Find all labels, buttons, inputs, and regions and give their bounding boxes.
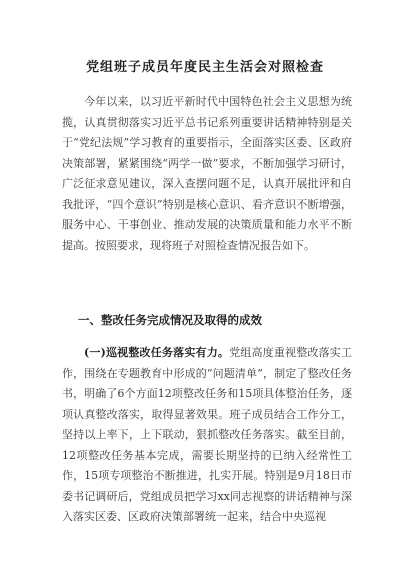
section-heading: 一、整改任务完成情况及取得的成效 bbox=[78, 313, 262, 327]
subsection-paragraph bbox=[62, 343, 352, 528]
subsection-heading: (一)巡视整改任务落实有力。 bbox=[84, 346, 230, 359]
subsection-text: 党组高度重视整改落实工作，围绕在专题教育中形成的“问题清单”，制定了整改任务书，明确了6个方面12项整改任务和15项具体整治任务，逐项认真整改落实，取得显著效果。班子成员结合工作分工，坚持以上率下，上下联动，狠抓整改任务落实。截至目前，12项整改任务基本完成，需要长期坚持的已纳入经常性工作，15项专项整治不断推进，扎实开展。特别是9月18日市委书记调研后，党组成员把学习xx同志视察的讲话精神与深入落实区委、区政府决策部署统一起来，结合中央巡视 bbox=[62, 346, 353, 523]
intro-paragraph: 今年以来，以习近平新时代中国特色社会主义思想为统揽，认真贯彻落实习近平总书记系列重要讲话精神特别是关于“党纪法规”学习教育的重要指示，全面落实区委、区政府决策部署，紧紧围绕“两学一做”要求，不断加强学习研讨，广泛征求意见建议，深入查摆问题不足，认真开展批评和自我批评，“四个意识”特别是核心意识、看齐意识不断增强，服务中心、干事创业、推动发展的决策质量和能力水平不断提高。按照要求，现将班子对照检查情况报告如下。 bbox=[62, 95, 352, 252]
document-title: 党组班子成员年度民主生活会对照检查 bbox=[85, 60, 324, 75]
